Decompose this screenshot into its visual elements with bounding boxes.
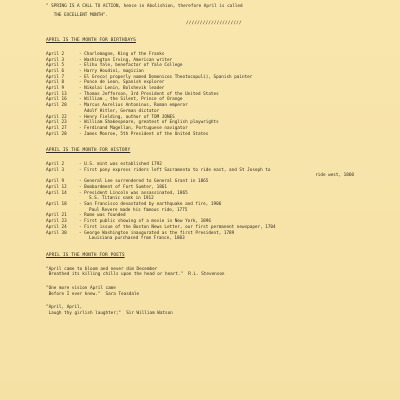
entry-text: - Charlemagne, King of the Franks (79, 51, 165, 57)
poem-line: "April came to bloom and never dim December (46, 266, 158, 272)
entry-text: - Marcus Aurelius Antoninus, Roman emperor (79, 103, 188, 109)
entry-text: - Rome was founded (79, 213, 126, 219)
entry-text: - General Lee surrendered to General Grant in 1865 (79, 179, 209, 185)
poem-quote (46, 267, 400, 278)
entry-text: - First public showing of a movie in New York, 1896 (79, 219, 211, 225)
history-list (46, 162, 400, 242)
entry-text: - First pony express riders left Sacramento to ride east, and St Joseph to (79, 167, 271, 173)
entry-text: - Nikolai Lenin, Bolshevik leader (79, 86, 165, 92)
entry-text: - President Lincoln was assassinated, 1865 (79, 190, 188, 196)
entry-date: April 23 (46, 219, 67, 225)
entry-date: April 24 (46, 224, 67, 230)
entry-continuation: Paul Revere made his famous ride, 1775 (89, 207, 188, 213)
poem-quote (46, 305, 400, 316)
entry-date: April 22 (46, 114, 67, 120)
entry-date: April 12 (46, 184, 67, 190)
entry-text: - Bombardment of Fort Sumter, 1861 (79, 184, 167, 190)
entry-date: April 27 (46, 125, 67, 131)
poets-heading: APRIL IS THE MONTH FOR POETS (46, 252, 125, 258)
entry-date: April 30 (46, 230, 67, 236)
entry-text: - San Francisco devastated by earthquake and fire, 1906 (79, 201, 222, 207)
entry-date: April 14 (46, 190, 67, 196)
intro-line-1: " SPRING IS A CALL TO ACTION, hence in Abolishion, therefore April is called (46, 4, 243, 9)
entry-text: - James Monroe, 5th President of the United States (79, 131, 209, 137)
entry-text: - William , the Silent, Prince of Orange (79, 97, 183, 103)
entry-date: April 6 (46, 68, 65, 74)
entry-text: - Ferdinand Magellan, Portuguese navigator (79, 125, 188, 131)
entry-text: - Thomas Jefferson, 3rd President of the United States (79, 91, 219, 97)
poem-line: Breathed its killing chills upon the head or heart." R.L. Stevenson (46, 272, 225, 278)
entry-date: April 2 (46, 162, 65, 168)
entry-date: April 21 (46, 213, 67, 219)
poem-line: Before I ever knew." Sara Teasdale (46, 291, 140, 297)
divider: //////////////////// (186, 21, 242, 27)
entry-date: April 3 (46, 167, 65, 173)
entry-date: April 9 (46, 179, 65, 185)
entry-text: - El Greco( properly named Domenicos Theotocopuli), Spanish painter (79, 74, 253, 80)
entry-text: - Harry Houdini, magician (79, 68, 144, 74)
entry-text: Adolf Hitler, German dictator (79, 108, 160, 114)
entry-date: April 18 (46, 201, 67, 207)
poets-list (46, 267, 400, 317)
entry-date: April 5 (46, 63, 65, 69)
entry-text: - William Shakespeare, greatest of English playwrights (79, 120, 219, 126)
birthday-entry (46, 132, 400, 138)
entry-text: - Henry Fielding, author of TOM JONES (79, 114, 175, 120)
entry-date: April 13 (46, 91, 67, 97)
entry-date: April 2 (46, 51, 65, 57)
entry-text: - First issue of the Boston News Letter, our first permanent newspaper, 1704 (79, 224, 276, 230)
poem-quote (46, 286, 400, 297)
entry-continuation: S.S. Titanic sank in 1912 (89, 196, 154, 202)
entry-text: - Elihu Yale, benefactor of Yale College (79, 63, 183, 69)
history-entry (46, 202, 400, 208)
intro-line-2: THE EXCELLENT MONTH". (46, 12, 109, 18)
poem-line: "One more vision April came (46, 286, 116, 292)
entry-continuation: Louisiana purchased from France, 1803 (89, 236, 185, 242)
entry-text: - Ponce de Leon, Spanish explorer (79, 80, 165, 86)
birthdays-heading: APRIL IS THE MONTH FOR BIRTHDAYS (46, 38, 136, 44)
entry-date: April 8 (46, 80, 65, 86)
entry-date: April 9 (46, 86, 65, 92)
entry-date: April 23 (46, 120, 67, 126)
entry-text: - Washington Irving, American writer (79, 57, 173, 63)
poem-line: Laugh thy girlish laughter;" Sir William Watson (46, 311, 173, 317)
entry-date: April 3 (46, 57, 65, 63)
entry-date: April 20 (46, 103, 67, 109)
entry-date: April 16 (46, 97, 67, 103)
history-heading: APRIL IS THE MONTH FOR HISTORY (46, 148, 131, 154)
poem-line: "April, April, (46, 305, 83, 311)
birthdays-list (46, 52, 400, 138)
entry-continuation: ride west, 1860 (315, 173, 354, 179)
entry-text: - George Washington inaugurated as the first President, 1789 (79, 230, 235, 236)
entry-date: April 7 (46, 74, 65, 80)
entry-text: - U.S. mint was established 1792 (79, 162, 162, 168)
entry-date: April 28 (46, 131, 67, 137)
